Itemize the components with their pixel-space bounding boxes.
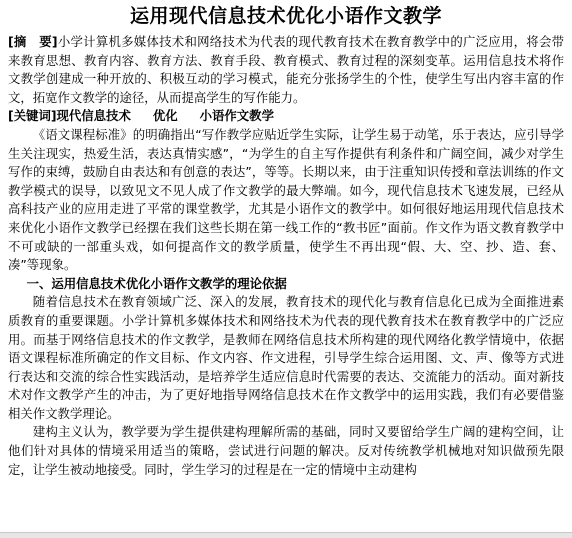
keyword-3: 小语作文教学 [199, 108, 274, 124]
body-paragraph-2: 随着信息技术在教育领域广泛、深入的发展，教育技术的现代化与教育信息化已成为全面推进素质教育的重要课题。小学计算机多媒体技术和网络技术为代表的现代教育技术在教育教学中的广泛应用。而基于网络信息技术的作文教学，是教师在网络信息技术所构建的现代网络化教学情境中，依据语文课程标准所确定的作文目标、作文内容、作文进程，引导学生综合运用图、文、声、像等方式进行表达和交流的综合性实践活动，是培养学生适应信息时代需要的表达、交流能力的活动。面对新技术对作文教学产生的冲击，为了更好地指导网络信息技术在作文教学中的运用实践，我们有必要借鉴相关作文教学理论。 [8, 294, 564, 421]
keyword-2: 优化 [152, 108, 178, 124]
keywords-label: [关键词] [8, 108, 57, 124]
body-paragraph-1: 《语文课程标准》的明确指出“写作教学应贴近学生实际，让学生易于动笔，乐于表达，应引导学生关注现实，热爱生活，表达真情实感”，“为学生的自主写作提供有利条件和广阔空间，减少对学生写作的束缚，鼓励自由表达和有创意的表达”，等等。长期以来，由于注重知识传授和章法训练的作文教学模式的误导，以致见文不见人成了作文教学的最大弊端。如今，现代信息技术飞速发展，已经从高科技产业的应用走进了平常的课堂教学，尤其是小语作文的教学中。如何很好地运用现代信息技术来优化小语作文教学已经摆在我们这些长期在第一线工作的“教书匠”面前。作文作为语文教育教学中不可或缺的一部重头戏，如何提高作文的教学质量，使学生不再出现“假、大、空、抄、造、套、凑”等现象。 [8, 126, 564, 273]
window-bottom-edge [0, 532, 572, 538]
keywords-line [8, 107, 564, 126]
document-title: 运用现代信息技术优化小语作文教学 [129, 5, 442, 27]
document-body [8, 33, 564, 479]
keyword-1: 现代信息技术 [56, 108, 131, 124]
abstract-label: [摘 要] [8, 34, 58, 49]
body-paragraph-3: 建构主义认为，教学要为学生提供建构理解所需的基础，同时又要留给学生广阔的建构空间，让他们针对具体的情境采用适当的策略，尝试进行问题的解决。反对传统教学机械地对知识做预先限定，让学生被动地接受。同时，学生学习的过程是在一定的情境中主动建构 [8, 424, 564, 477]
section-heading-1: 一、运用信息技术优化小语作文教学的理论依据 [26, 275, 287, 291]
abstract-text: 小学计算机多媒体技术和网络技术为代表的现代教育技术在教育教学中的广泛应用，将会带来教育思想、教育内容、教育方法、教育手段、教育模式、教育过程的深刻变革。运用信息技术将作文教学创建成一种开放的、积极互动的学习模式，能充分张扬学生的个性，使学生写出内容丰富的作文，拓宽作文教学的途径，从而提高学生的写作能力。 [8, 34, 564, 105]
abstract-paragraph [8, 33, 564, 107]
